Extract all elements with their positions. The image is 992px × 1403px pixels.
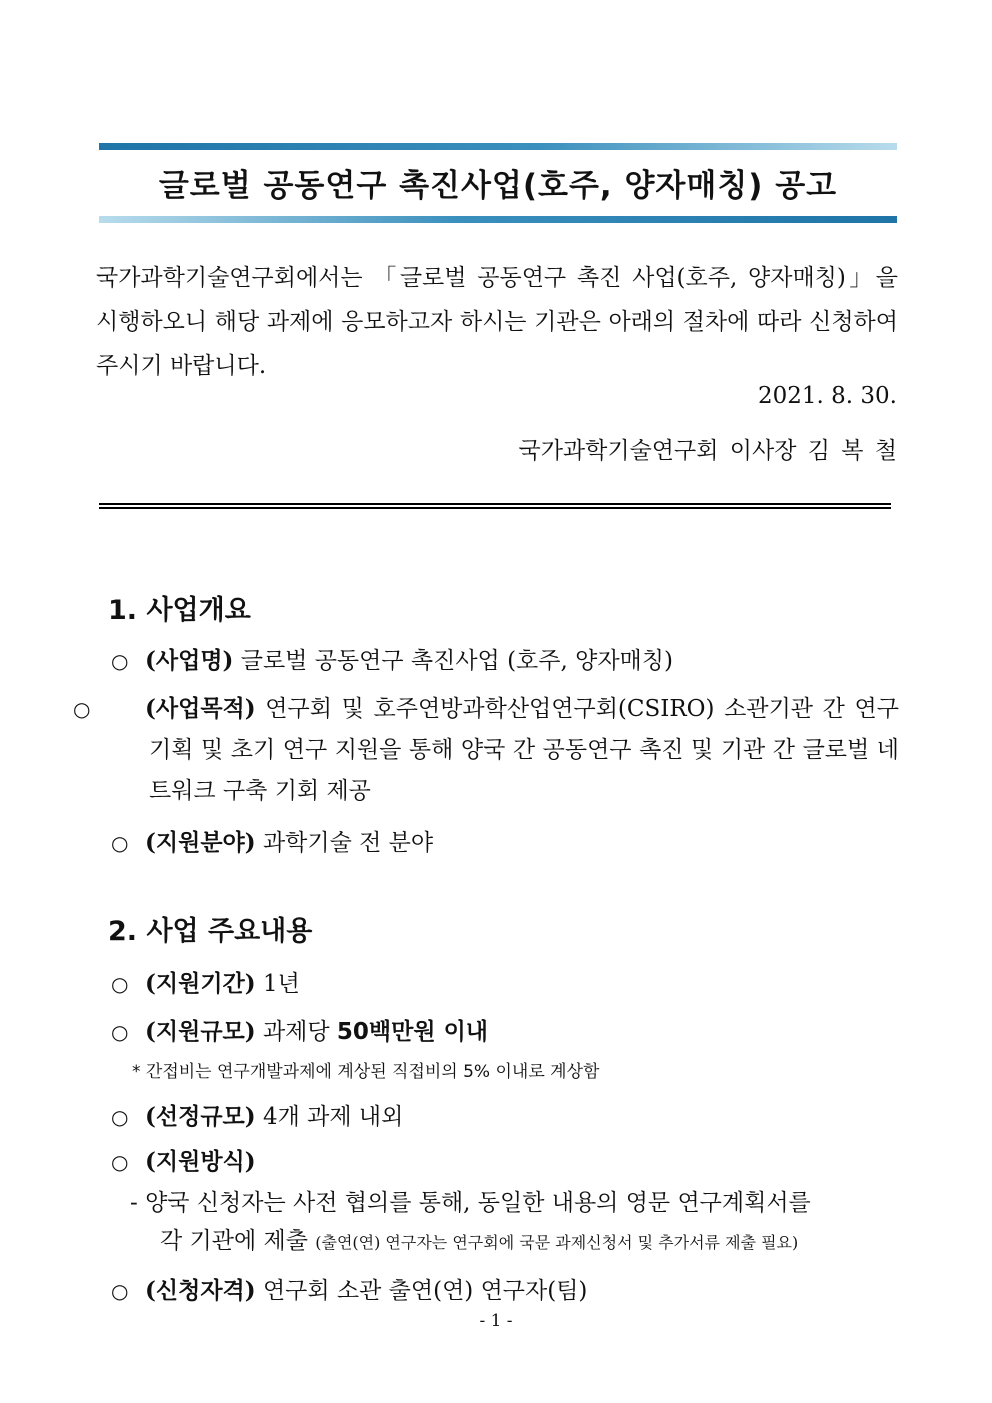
item-text: 연구회 소관 출연(연) 연구자(팀) xyxy=(255,1278,588,1304)
bullet-icon: ○ xyxy=(111,831,129,855)
signer: 국가과학기술연구회 이사장 김 복 철 xyxy=(518,438,897,464)
item-label: (선정규모) xyxy=(145,1103,256,1130)
list-item-eligibility xyxy=(111,1272,899,1305)
item-label: (신청자격) xyxy=(145,1277,256,1304)
list-item-project-purpose xyxy=(73,688,899,812)
double-divider xyxy=(99,503,891,509)
announcement-date: 2021. 8. 30. xyxy=(758,383,897,409)
item-label: (사업목적) xyxy=(145,695,256,722)
section-heading-overview: 1. 사업개요 xyxy=(108,595,251,626)
list-item-support-field xyxy=(111,824,899,857)
list-item-project-name xyxy=(111,642,899,675)
bullet-icon: ○ xyxy=(73,697,91,721)
item-label: (지원규모) xyxy=(145,1018,256,1045)
page-number: - 1 - xyxy=(479,1311,513,1331)
detail-line-2-main: 각 기관에 제출 xyxy=(160,1228,316,1254)
bullet-icon: ○ xyxy=(111,1020,129,1044)
item-text: 1년 xyxy=(255,971,300,997)
intro-paragraph: 국가과학기술연구회에서는 「글로벌 공동연구 촉진 사업(호주, 양자매칭)」을 시행하오니 해당 과제에 응모하고자 하시는 기관은 아래의 절차에 따라 신청하여 주시기 바랍니다. xyxy=(96,265,898,379)
list-item-support-period xyxy=(111,965,899,998)
item-text: 과학기술 전 분야 xyxy=(255,830,434,856)
bullet-icon: ○ xyxy=(111,649,129,673)
title-banner xyxy=(99,143,897,223)
item-amount: 50백만원 이내 xyxy=(336,1019,489,1045)
bullet-icon: ○ xyxy=(111,1150,129,1174)
bullet-icon: ○ xyxy=(111,972,129,996)
indirect-cost-note: * 간접비는 연구개발과제에 계상된 직접비의 5% 이내로 계상함 xyxy=(132,1062,600,1082)
detail-line-2-note: (출연(연) 연구자는 연구회에 국문 과제신청서 및 추가서류 제출 필요) xyxy=(315,1233,799,1252)
detail-line-2 xyxy=(130,1222,898,1262)
list-item-support-scale xyxy=(111,1013,899,1046)
title-rule-top xyxy=(99,143,897,150)
title-rule-bottom xyxy=(99,216,897,223)
list-item-support-method xyxy=(111,1143,899,1176)
detail-line-1: - 양국 신청자는 사전 협의를 통해, 동일한 내용의 영문 연구계획서를 xyxy=(130,1190,811,1216)
item-label: (지원방식) xyxy=(145,1148,256,1175)
section-heading-main-content: 2. 사업 주요내용 xyxy=(108,916,313,947)
item-label: (지원분야) xyxy=(145,829,256,856)
support-method-detail xyxy=(130,1184,898,1262)
item-text: 글로벌 공동연구 촉진사업 (호주, 양자매칭) xyxy=(233,648,673,674)
page-title: 글로벌 공동연구 촉진사업(호주, 양자매칭) 공고 xyxy=(158,168,838,204)
item-text: 4개 과제 내외 xyxy=(255,1104,404,1130)
bullet-icon: ○ xyxy=(111,1105,129,1129)
bullet-icon: ○ xyxy=(111,1279,129,1303)
item-text: 연구회 및 호주연방과학산업연구회(CSIRO) 소관기관 간 연구 기획 및 초기 연구 지원을 통해 양국 간 공동연구 촉진 및 기관 간 글로벌 네트워크 구축 기회 제공 xyxy=(149,696,899,804)
item-text: 과제당 xyxy=(255,1019,337,1045)
list-item-selection-scale xyxy=(111,1098,899,1131)
item-label: (사업명) xyxy=(145,647,234,674)
item-label: (지원기간) xyxy=(145,970,256,997)
